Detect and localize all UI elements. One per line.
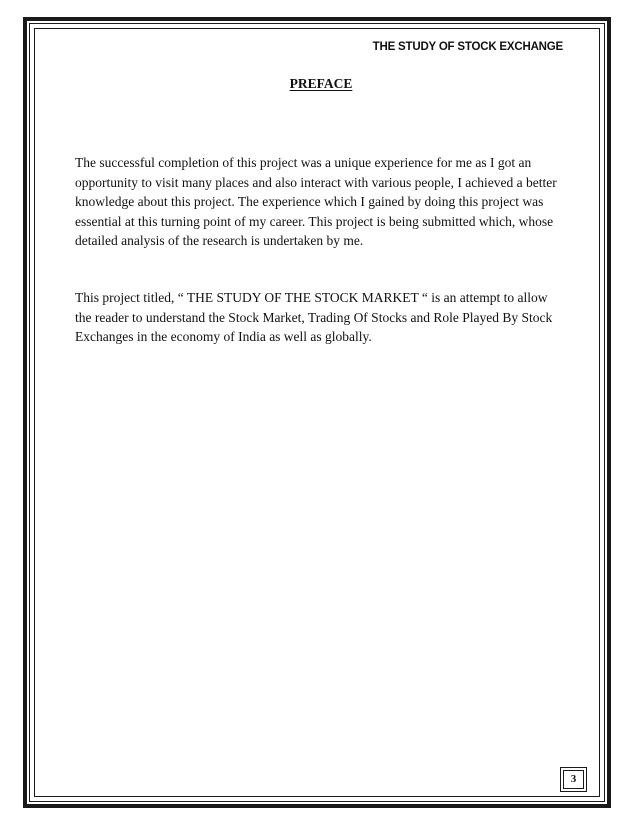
running-header: THE STUDY OF STOCK EXCHANGE bbox=[372, 41, 563, 53]
page-number-box bbox=[563, 770, 584, 789]
preface-paragraph-1: The successful completion of this project was a unique experience for me as I got an opportunity to visit many places and also interact with various people, I achieved a better knowledge about this project. The experience which I gained by doing this project was essential at this turning point of my career. This project is being submitted which, whose detailed analysis of the research is undertaken by me. bbox=[75, 155, 557, 248]
page-border-inner bbox=[34, 28, 600, 797]
page-number: 3 bbox=[570, 773, 577, 785]
page-heading: PREFACE bbox=[289, 76, 353, 91]
page-heading-container bbox=[0, 76, 638, 92]
preface-paragraph-2: This project titled, “ THE STUDY OF THE STOCK MARKET “ is an attempt to allow the reader to understand the Stock Market, Trading Of Stocks and Role Played By Stock Exchanges in the economy of India as well as globally. bbox=[75, 290, 553, 344]
